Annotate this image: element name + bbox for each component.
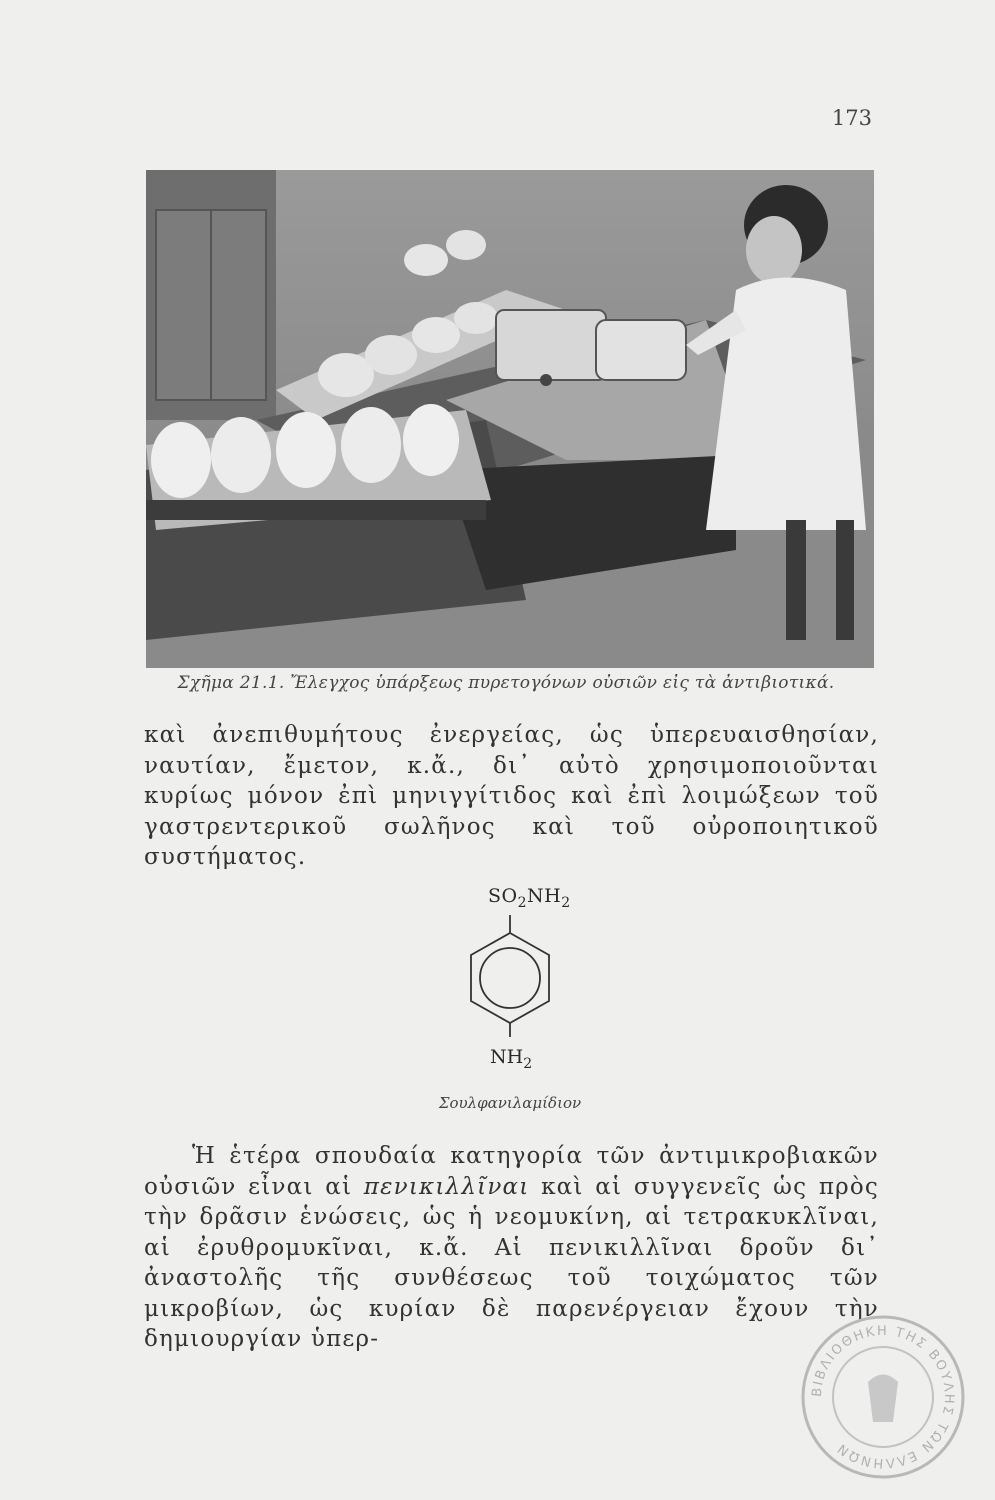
penicillins-term: πενικιλλῖναι	[363, 1173, 530, 1200]
compound-name: Σουλφανιλαμίδιον	[438, 1094, 582, 1112]
benzene-ring-icon	[450, 915, 570, 1040]
sulfanilamide-formula	[430, 875, 590, 1085]
figure-label: Σχῆμα 21.1.	[177, 673, 285, 693]
formula-bottom-group: $NH_2$	[490, 1046, 533, 1072]
figure-photo	[146, 170, 874, 668]
paragraph-1: καὶ ἀνεπιθυμήτους ἐνεργείας, ὡς ὑπερευαισθησίαν, ναυτίαν, ἔμετον, κ.ἄ., δι᾽ αὐτὸ χρησιμοποιοῦνται κυρίως μόνον ἐπὶ μηνιγγίτιδος καὶ ἐπὶ λοιμώξεων τοῦ γαστρεντερικοῦ σωλῆνος καὶ τοῦ οὐροποιητικοῦ συστήματος.	[144, 722, 879, 870]
figure-title: Ἔλεγχος ὑπάρξεως πυρετογόνων οὐσιῶν εἰς τὰ ἀντιβιοτικά.	[290, 673, 835, 693]
stamp-text: ΒΙΒΛΙΟΘΗΚΗ ΤΗΣ ΒΟΥΛΗΣ ΤΩΝ ΕΛΛΗΝΩΝ	[809, 1323, 957, 1471]
page-number: 173	[831, 106, 872, 130]
figure-caption	[146, 673, 866, 693]
library-seal-icon	[798, 1312, 968, 1482]
lab-rabbits-photo	[146, 170, 874, 668]
formula-top-group: $SO_2NH_2$	[488, 885, 571, 911]
paragraph-2: Ἡ ἑτέρα σπουδαία κατηγορία τῶν ἀντιμικροβιακῶν οὐσιῶν εἶναι αἱ πενικιλλῖναι καὶ αἱ συγγενεῖς ὡς πρὸς τὴν δρᾶσιν ἑνώσεις, ὡς ἡ νεομυκίνη, αἱ τετρακυκλῖναι, αἱ ἐρυθρομυκῖναι, κ.ἄ. Αἱ πενικιλλῖναι δροῦν δι᾽ ἀναστολῆς τῆς συνθέσεως τοῦ τοιχώματος τῶν μικροβίων, ὡς κυρίαν δὲ παρενέργειαν ἔχουν τὴν δημιουργίαν ὑπερ-	[144, 1143, 879, 1352]
library-stamp	[798, 1312, 968, 1482]
